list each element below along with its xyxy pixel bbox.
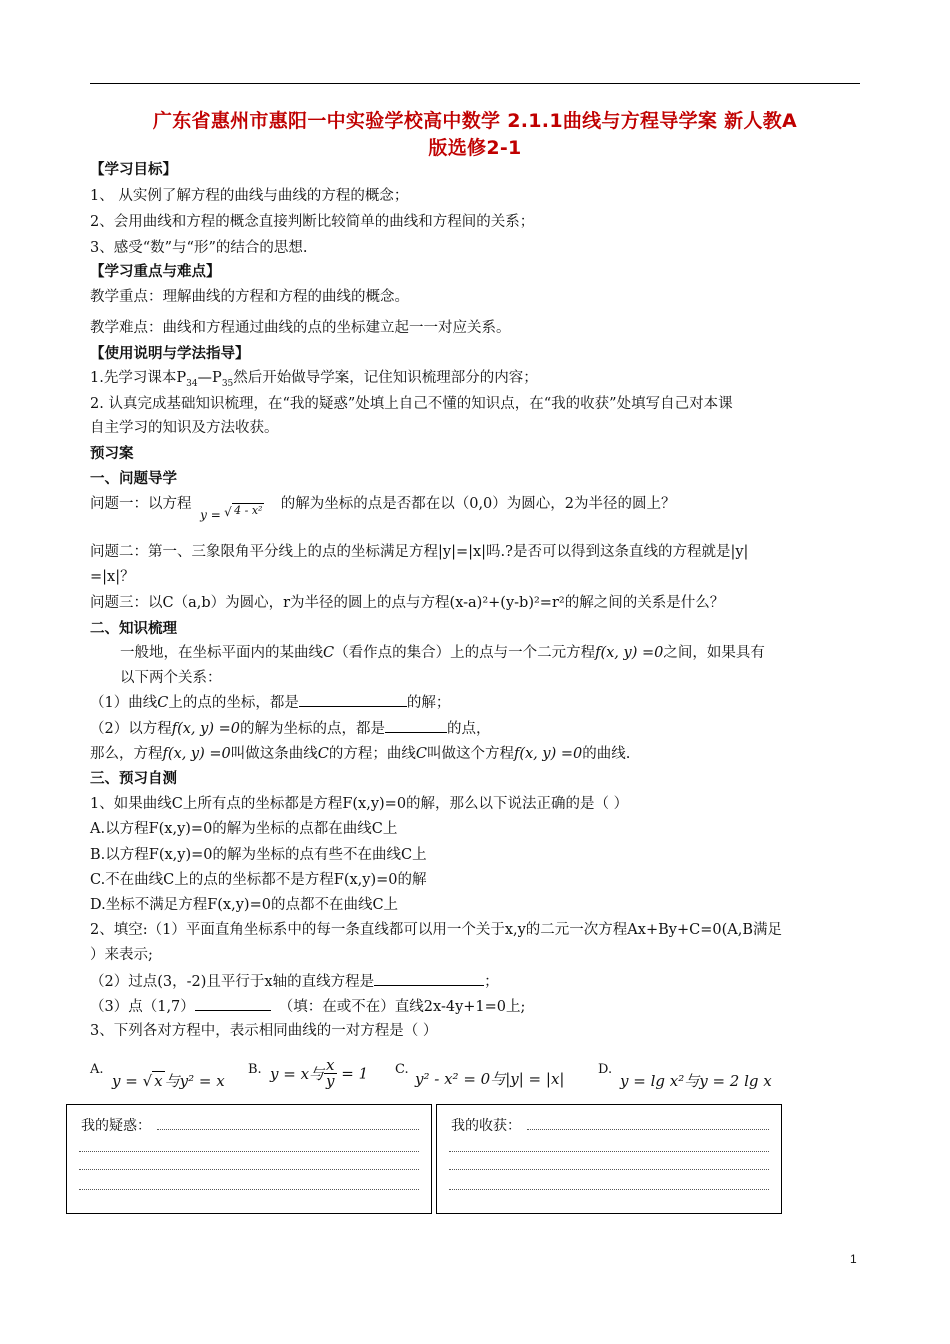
condition-2-pre: （2）以方程 [90,721,172,737]
radical-sign: √ [142,1072,153,1090]
q3-label-d: D. [598,1062,613,1077]
condition-2-post: 的点， [447,721,491,737]
page-number: 1 [850,1252,857,1266]
question-1-pre: 问题一：以方程 [90,496,192,512]
q3-label-b: B. [248,1062,262,1077]
test-q2-sub3-post: （填：在或不在）直线2x-4y+1=0上; [278,999,526,1015]
knowledge-line-1-mid: （看作点的集合）上的点与一个二元方程 [334,645,596,661]
equation-symbol: f(x, y) =0 [162,746,231,762]
condition-2 [90,718,491,739]
knowledge-line-1-pre: 一般地，在坐标平面内的某曲线 [120,645,323,661]
q3-option-d: y = lg x²与y = 2 lg x [620,1072,772,1090]
guide-item-1-mid: —P [197,370,222,386]
question-1-equation [196,494,276,522]
curve-symbol: C [157,695,169,711]
question-2-line-2: =|x|？ [90,569,135,585]
part1-heading: 一、问题导学 [90,471,177,487]
part3-heading: 三、预习自测 [90,771,177,787]
q3-option-b [270,1058,368,1089]
test-q1-option-a: A.以方程F(x,y)=0的解为坐标的点都在曲线C上 [90,821,398,837]
test-q2-sub2-post: ； [484,974,499,990]
q3-a-right: 与y² = x [164,1072,225,1090]
objective-item-1: 1、 从实例了解方程的曲线与曲线的方程的概念； [90,188,409,204]
q3-a-left: y = [112,1072,143,1090]
condition-1-post: 的解； [406,695,451,711]
test-question-2-line-1: 2、填空:（1）平面直角坐标系中的每一条直线都可以用一个关于x,y的二元一次方程Ax+By+C=0(A,B满足 [90,922,782,938]
q3-option-a [112,1070,225,1091]
guide-item-1-post: 然后开始做导学案，记住知识梳理部分的内容； [233,370,538,386]
key-point: 教学重点：理解曲线的方程和方程的曲线的概念。 [90,289,409,305]
test-q1-option-b: B.以方程F(x,y)=0的解为坐标的点有些不在曲线C上 [90,847,427,863]
objective-item-3: 3、感受“数”与“形”的结合的思想. [90,240,308,256]
question-1-eq-y: y = [200,508,221,522]
condition-1 [90,692,450,713]
test-question-1: 1、如果曲线C上所有点的坐标都是方程F(x,y)=0的解，那么以下说法正确的是（ ） [90,796,629,812]
objectives-heading: 【学习目标】 [90,162,177,178]
radical-sign: √ [224,505,232,519]
conclusion-part-2: 叫做这条曲线 [230,746,318,762]
test-question-2-line-2: ）来表示; [90,947,153,963]
test-question-2-sub-3 [90,996,525,1017]
test-q1-option-d: D.坐标不满足方程F(x,y)=0的点都不在曲线C上 [90,897,399,913]
q3-option-c: y² - x² = 0与|y| = |x| [415,1070,565,1088]
q3-label-c: C. [395,1062,409,1077]
header-rule [90,83,860,84]
blank-1[interactable] [299,692,407,707]
knowledge-line-1 [120,643,765,663]
question-1-post: 的解为坐标的点是否都在以（0,0）为圆心，2为半径的圆上？ [280,496,676,512]
difficulty-point: 教学难点：曲线和方程通过曲线的点的坐标建立起一一对应关系。 [90,320,511,336]
question-1-eq-root: 4 - x² [234,504,263,517]
q3-label-a: A. [90,1062,104,1077]
knowledge-line-1-post: 之间，如果具有 [663,645,765,661]
gain-line-1 [527,1129,769,1130]
test-q2-sub2-pre: （2）过点(3，-2)且平行于x轴的直线方程是 [90,974,375,990]
test-question-3: 3、下列各对方程中，表示相同曲线的一对方程是（ ） [90,1023,438,1039]
gain-box[interactable] [436,1104,782,1214]
guide-item-1 [90,368,538,394]
blank-4[interactable] [195,996,271,1011]
question-3: 问题三：以C（a,b）为圆心，r为半径的圆上的点与方程(x-a)²+(y-b)²=r²的解之间的关系是什么？ [90,595,725,611]
question-1 [90,494,676,522]
curve-symbol: C [323,645,335,661]
equation-symbol: f(x, y) =0 [171,721,240,737]
q3-b-left: y = x与 [270,1065,325,1083]
conclusion-part-4: 叫做这个方程 [426,746,514,762]
title-line-1: 广东省惠州市惠阳一中实验学校高中数学 2.1.1曲线与方程导学案 新人教A [152,110,798,132]
conclusion-part-1: 那么，方程 [90,746,163,762]
curve-symbol: C [415,746,427,762]
guide-item-1-pre: 1.先学习课本P [90,370,187,386]
q3-a-root: x [154,1072,163,1090]
condition-2-mid: 的解为坐标的点，都是 [240,721,385,737]
gain-line-2 [449,1151,769,1152]
q3-b-numerator: x [324,1058,336,1074]
title-line-2: 版选修2-1 [428,137,522,159]
guide-item-1-sub1: 34 [186,378,198,389]
blank-3[interactable] [374,971,484,986]
equation-symbol: f(x, y) =0 [595,645,664,661]
conclusion-part-3: 的方程；曲线 [328,746,416,762]
q3-b-right: = 1 [336,1064,369,1083]
q3-b-denominator: y [326,1072,335,1090]
test-q2-sub3-pre: （3）点（1,7） [90,999,195,1015]
gain-line-4 [449,1189,769,1190]
guide-item-2-line-1: 2. 认真完成基础知识梳理，在“我的疑惑”处填上自己不懂的知识点，在“我的收获”处填写自己对本课 [90,396,733,412]
curve-symbol: C [317,746,329,762]
gain-label: 我的收获： [451,1118,521,1134]
guide-item-2-line-2: 自主学习的知识及方法收获。 [90,420,279,436]
objective-item-2: 2、会用曲线和方程的概念直接判断比较简单的曲线和方程间的关系； [90,214,535,230]
doubt-label: 我的疑惑： [81,1118,151,1134]
knowledge-line-2: 以下两个关系： [120,670,222,686]
preview-heading: 预习案 [90,446,134,462]
equation-symbol: f(x, y) =0 [513,746,583,762]
condition-1-mid: 上的点的坐标，都是 [168,695,299,711]
gain-line-3 [449,1169,769,1170]
guide-item-1-sub2: 35 [221,378,234,389]
doubt-box[interactable] [66,1104,432,1214]
conclusion-part-5: 的曲线. [582,746,631,762]
knowledge-conclusion [90,744,630,764]
test-q1-option-c: C.不在曲线C上的点的坐标都不是方程F(x,y)=0的解 [90,872,427,888]
guide-heading: 【使用说明与学法指导】 [90,346,250,362]
doubt-line-2 [79,1151,419,1152]
blank-2[interactable] [385,718,447,733]
test-question-2-sub-2 [90,971,499,992]
q3-b-fraction [324,1058,336,1089]
condition-1-pre: （1）曲线 [90,695,158,711]
question-2-line-1: 问题二：第一、三象限角平分线上的点的坐标满足方程|y|=|x|吗.?是否可以得到这条直线的方程就是|y| [90,544,749,560]
doubt-line-1 [157,1129,419,1130]
part2-heading: 二、知识梳理 [90,621,177,637]
focus-heading: 【学习重点与难点】 [90,264,221,280]
doubt-line-3 [79,1169,419,1170]
doubt-line-4 [79,1189,419,1190]
